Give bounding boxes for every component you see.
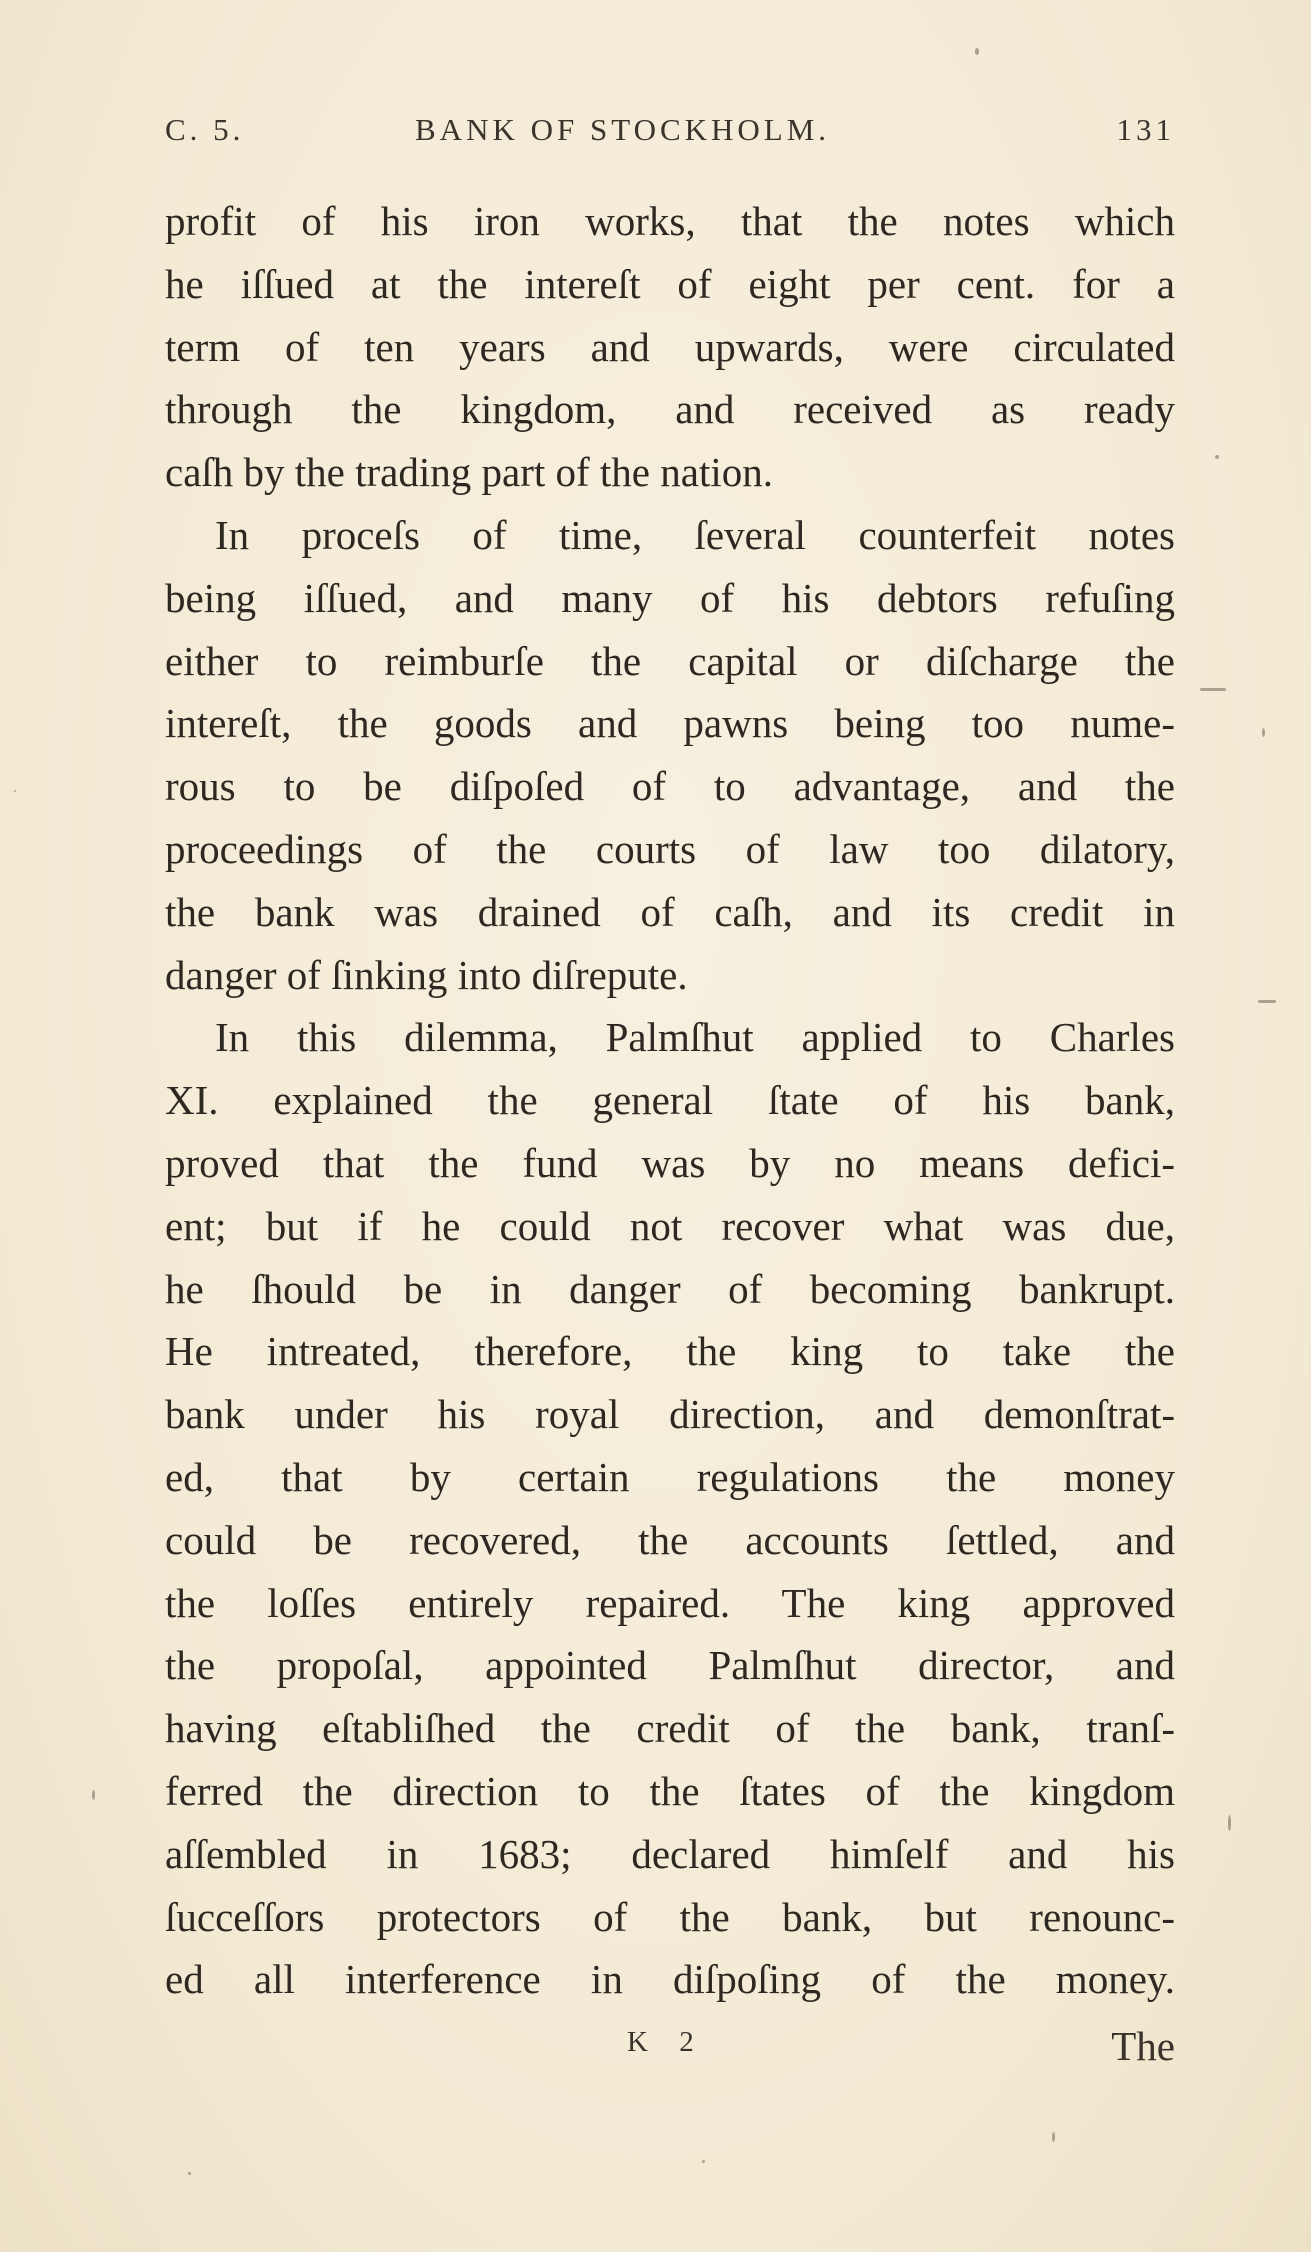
text-line: He intreated, therefore, the king to take the: [165, 1328, 1175, 1375]
paper-speck: [1228, 1815, 1231, 1831]
paper-speck: [92, 1790, 95, 1800]
signature-mark: K 2: [627, 2026, 706, 2058]
paper-speck: [975, 48, 979, 55]
chapter-marker: C. 5.: [165, 112, 245, 147]
paper-speck: [1258, 1000, 1276, 1003]
paragraph-start-line: In this dilemma, Palmſhut applied to Charles: [215, 1014, 1175, 1061]
page-footer: [165, 2022, 1175, 2072]
running-title: BANK OF STOCKHOLM.: [415, 112, 831, 147]
paper-speck: [1052, 2132, 1055, 2142]
text-line: the bank was drained of caſh, and its credit in: [165, 888, 1175, 935]
text-line: danger of ſinking into diſrepute.: [165, 951, 688, 998]
text-line: proved that the fund was by no means defici-: [165, 1139, 1175, 1186]
text-line: proceedings of the courts of law too dilatory,: [165, 825, 1175, 872]
text-line: profit of his iron works, that the notes which: [165, 198, 1175, 244]
text-line: the loſſes entirely repaired. The king approved: [165, 1579, 1175, 1626]
text-line: the propoſal, appointed Palmſhut director, and: [165, 1642, 1175, 1689]
paper-speck: [14, 790, 16, 792]
body-text: [165, 190, 1175, 2011]
text-line: term of ten years and upwards, were circulated: [165, 323, 1175, 370]
paper-speck: [702, 2160, 705, 2163]
paragraph-start-line: In proceſs of time, ſeveral counterfeit notes: [215, 511, 1175, 558]
text-line: ſucceſſors protectors of the bank, but renounc-: [165, 1893, 1175, 1940]
text-line: being iſſued, and many of his debtors refuſing: [165, 574, 1175, 621]
text-line: XI. explained the general ſtate of his bank,: [165, 1077, 1175, 1124]
text-line: could be recovered, the accounts ſettled, and: [165, 1516, 1175, 1563]
text-line: intereſt, the goods and pawns being too nume-: [165, 700, 1175, 747]
text-line: either to reimburſe the capital or diſcharge the: [165, 637, 1175, 684]
text-line: bank under his royal direction, and demonſtrat-: [165, 1391, 1175, 1438]
paper-speck: [1215, 455, 1219, 459]
running-head: [165, 112, 1175, 152]
text-line: through the kingdom, and received as ready: [165, 386, 1175, 433]
page-number: 131: [1116, 112, 1175, 147]
text-line: he iſſued at the intereſt of eight per cent. for a: [165, 260, 1175, 307]
text-line: having eſtabliſhed the credit of the bank, tranſ-: [165, 1705, 1175, 1752]
text-line: aſſembled in 1683; declared himſelf and his: [165, 1830, 1175, 1877]
text-line: caſh by the trading part of the nation.: [165, 449, 773, 496]
text-line: ed all interference in diſpoſing of the money.: [165, 1956, 1175, 2003]
text-line: he ſhould be in danger of becoming bankrupt.: [165, 1265, 1175, 1312]
text-line: ed, that by certain regulations the money: [165, 1453, 1175, 1500]
text-line: ferred the direction to the ſtates of the kingdom: [165, 1767, 1175, 1814]
text-line: rous to be diſpoſed of to advantage, and the: [165, 763, 1175, 810]
catchword: The: [1111, 2023, 1175, 2069]
paper-speck: [188, 2172, 191, 2175]
paper-speck: [1262, 728, 1265, 737]
text-line: ent; but if he could not recover what was due,: [165, 1202, 1175, 1249]
paper-speck: [1200, 688, 1226, 691]
